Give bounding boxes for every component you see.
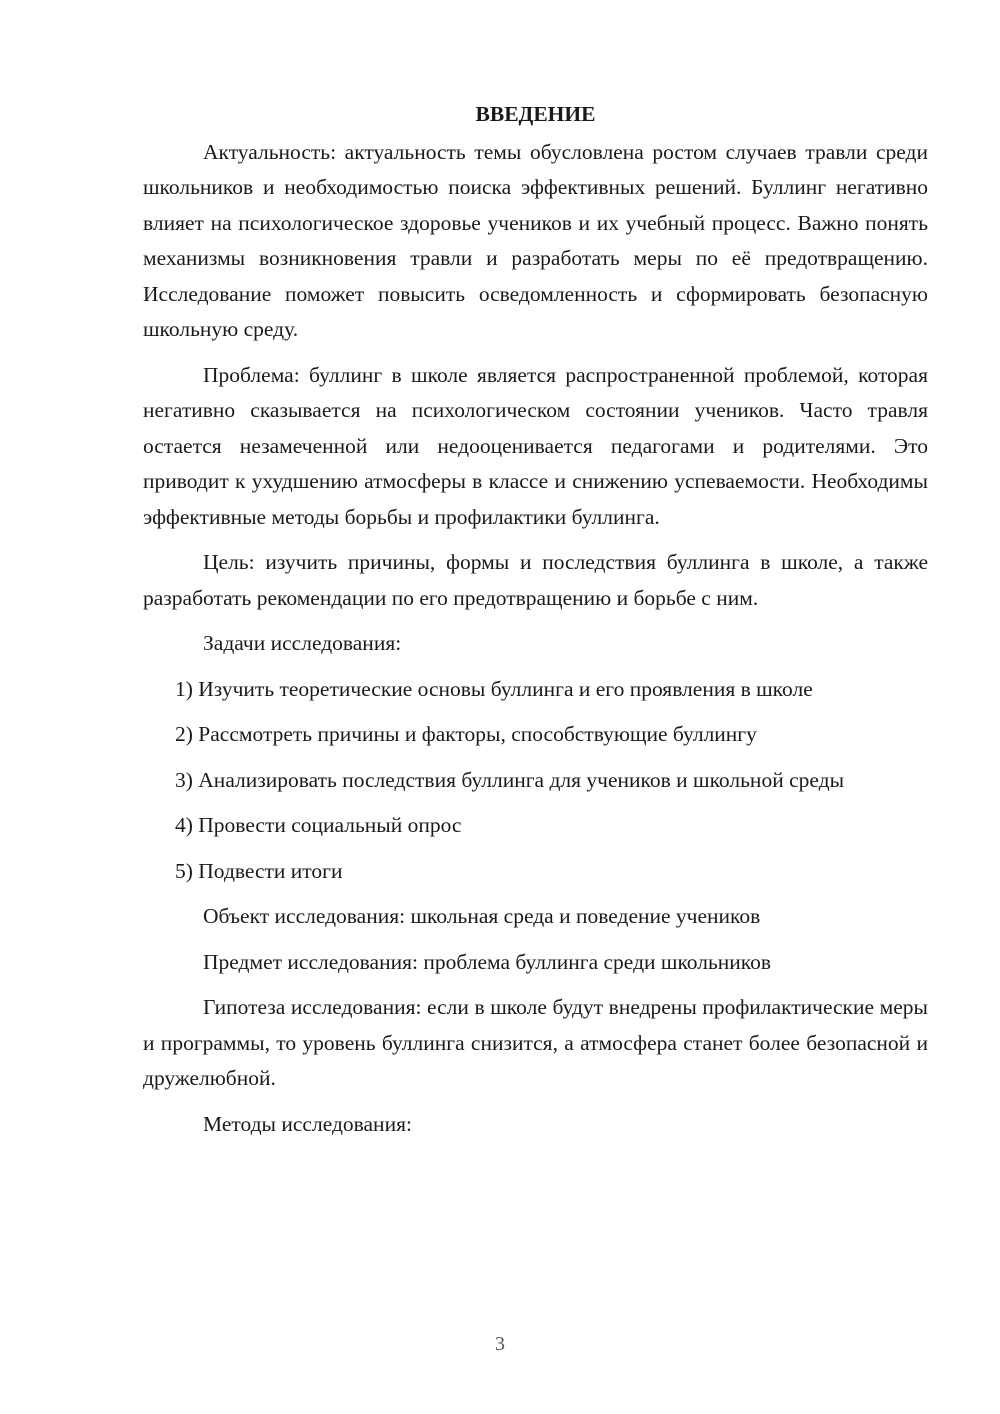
task-item-3: 3) Анализировать последствия буллинга для учеников и школьной среды xyxy=(175,767,845,792)
methods-paragraph: Методы исследования: xyxy=(203,1111,412,1136)
section-heading: ВВЕДЕНИЕ xyxy=(475,102,596,126)
task-item-5: 5) Подвести итоги xyxy=(175,858,343,883)
object-paragraph: Объект исследования: школьная среда и поведение учеников xyxy=(203,904,761,928)
goal-paragraph: Цель: изучить причины, формы и последствия буллинга в школе, а также разработать рекомендации по его предотвращению и борьбе с ним. xyxy=(143,550,928,610)
problem-paragraph: Проблема: буллинг в школе является распространенной проблемой, которая негативно сказывается на психологическом состоянии учеников. Часто травля остается незамеченной или недооценивается педагогами и родителями. Это приводит к ухудшению атмосферы в классе и снижению успеваемости. Необходимы эффективные методы борьбы и профилактики буллинга. xyxy=(143,362,928,529)
task-item-4: 4) Провести социальный опрос xyxy=(175,813,462,837)
tasks-title: Задачи исследования: xyxy=(203,631,402,655)
task-item-2: 2) Рассмотреть причины и факторы, способствующие буллингу xyxy=(175,722,757,746)
subject-paragraph: Предмет исследования: проблема буллинга среди школьников xyxy=(203,949,772,974)
hypothesis-paragraph: Гипотеза исследования: если в школе будут внедрены профилактические меры и программы, то уровень буллинга снизится, а атмосфера станет более безопасной и дружелюбной. xyxy=(143,995,928,1090)
page-body xyxy=(143,97,928,1142)
task-item-1: 1) Изучить теоретические основы буллинга и его проявления в школе xyxy=(175,676,813,701)
page-number: 3 xyxy=(495,1333,505,1355)
relevance-paragraph: Актуальность: актуальность темы обусловлена ростом случаев травли среди школьников и необходимостью поиска эффективных решений. Буллинг негативно влияет на психологическое здоровье учеников и их учебный процесс. Важно понять механизмы возникновения травли и разработать меры по её предотвращению. Исследование поможет повысить осведомленность и сформировать безопасную школьную среду. xyxy=(143,139,928,341)
